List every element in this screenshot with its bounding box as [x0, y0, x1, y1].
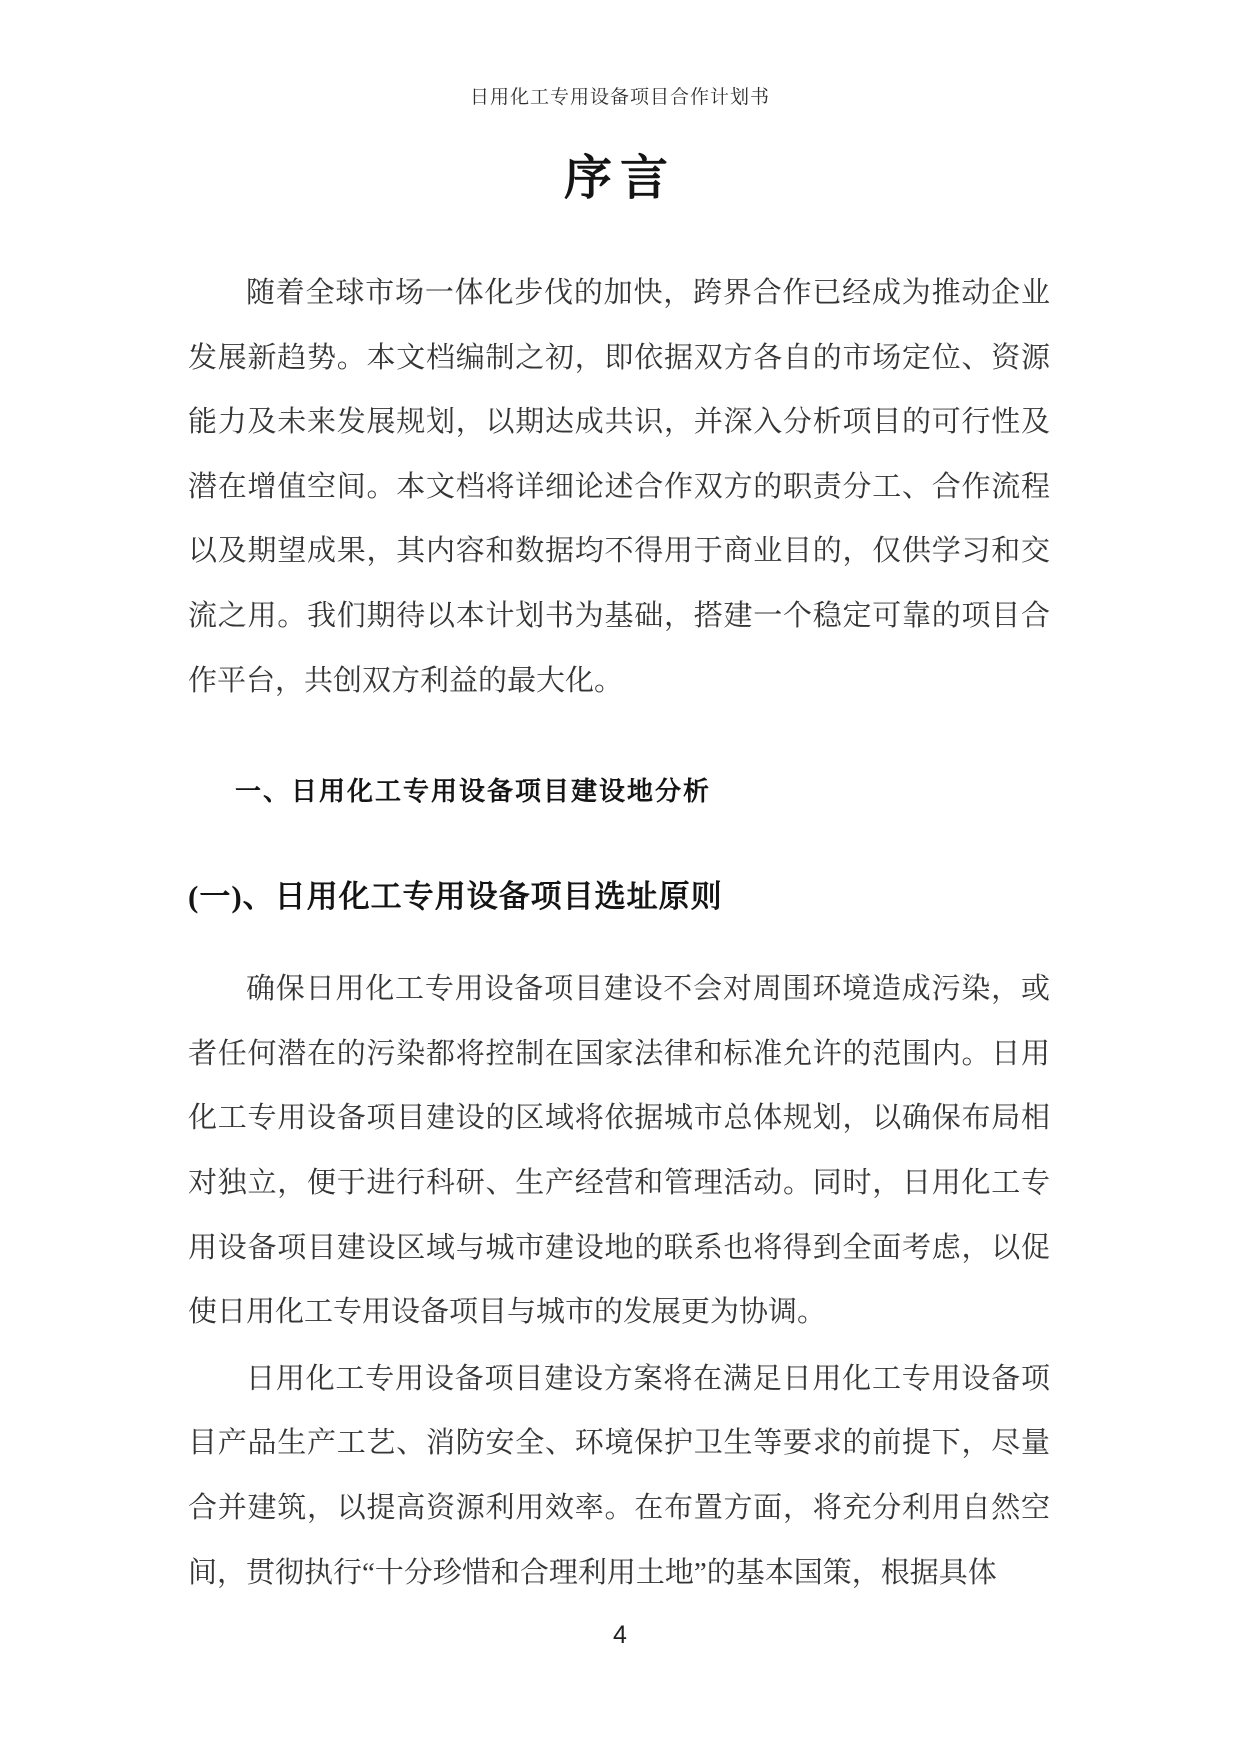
subsection-heading: (一)、日用化工专用设备项目选址原则 [188, 879, 723, 915]
paragraph: 确保日用化工专用设备项目建设不会对周围环境造成污染，或者任何潜在的污染都将控制在国家法律和标准允许的范围内。日用化工专用设备项目建设的区域将依据城市总体规划，以确保布局相对独立，便于进行科研、生产经营和管理活动。同时，日用化工专用设备项目建设区域与城市建设地的联系也将得到全面考虑，以促使日用化工专用设备项目与城市的发展更为协调。 [188, 973, 1050, 1329]
document-body [188, 229, 1050, 1605]
document-title: 序言 [563, 152, 676, 205]
paragraph: 日用化工专用设备项目建设方案将在满足日用化工专用设备项目产品生产工艺、消防安全、环境保护卫生等要求的前提下，尽量合并建筑，以提高资源利用效率。在布置方面，将充分利用自然空间，贯彻执行“十分珍惜和合理利用土地”的基本国策，根据具体 [188, 1362, 1050, 1589]
paragraph: 随着全球市场一体化步伐的加快，跨界合作已经成为推动企业发展新趋势。本文档编制之初，即依据双方各自的市场定位、资源能力及未来发展规划，以期达成共识，并深入分析项目的可行性及潜在增值空间。本文档将详细论述合作双方的职责分工、合作流程以及期望成果，其内容和数据均不得用于商业目的，仅供学习和交流之用。我们期待以本计划书为基础，搭建一个稳定可靠的项目合作平台，共创双方利益的最大化。 [188, 277, 1050, 697]
section-heading: 一、日用化工专用设备项目建设地分析 [235, 776, 712, 807]
page-header: 日用化工专用设备项目合作计划书 [469, 87, 770, 108]
page-number: 4 [613, 1621, 627, 1649]
